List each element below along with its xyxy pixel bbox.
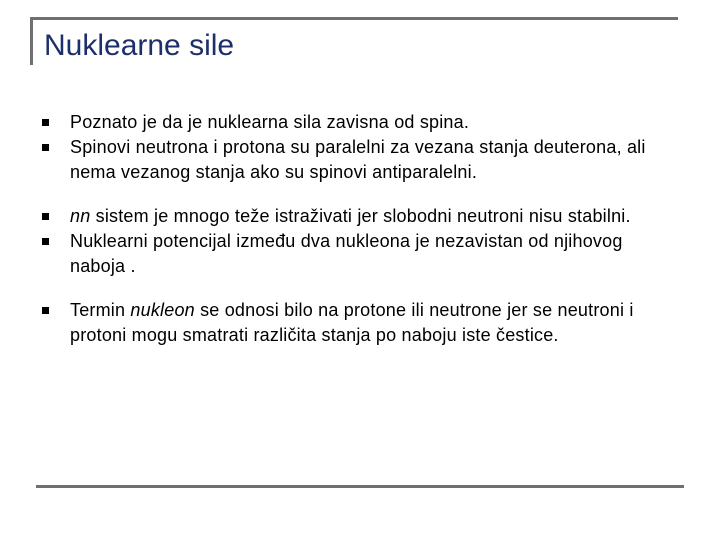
title-frame-top-rule [30, 17, 678, 20]
bullet-text-5-before: Termin [70, 300, 131, 320]
square-bullet-icon [42, 144, 49, 151]
bullet-item-2 [40, 135, 680, 185]
square-bullet-icon [42, 213, 49, 220]
bottom-rule [36, 485, 684, 488]
bullet-text-3 [70, 204, 680, 229]
bullet-item-1 [40, 110, 680, 135]
bullet-text-3-rest: sistem je mnogo teže istraživati jer slobodni neutroni nisu stabilni. [90, 206, 631, 226]
square-bullet-icon [42, 119, 49, 126]
bullet-text-2: Spinovi neutrona i protona su paralelni za vezana stanja deuterona, ali nema vezanog stanja ako su spinovi antiparalelni. [70, 137, 646, 182]
bullet-text-4: Nuklearni potencijal između dva nukleona je nezavistan od njihovog naboja . [70, 231, 623, 276]
slide-title: Nuklearne sile [44, 29, 235, 62]
bullet-item-3 [40, 204, 680, 229]
bullet-list [40, 110, 680, 348]
bullet-text-5-italic: nukleon [130, 300, 195, 320]
bullet-text-5-after: se odnosi bilo na protone ili neutrone jer se neutroni i protoni mogu smatrati različita stanja po naboju iste čestice. [70, 300, 634, 345]
bullet-item-5 [40, 298, 680, 348]
bullet-text-1: Poznato je da je nuklearna sila zavisna od spina. [70, 112, 470, 132]
square-bullet-icon [42, 238, 49, 245]
title-frame-left-rule [30, 17, 33, 65]
square-bullet-icon [42, 307, 49, 314]
bullet-text-5 [70, 298, 680, 348]
bullet-item-4 [40, 229, 680, 279]
bullet-text-3-italic: nn [70, 206, 91, 226]
